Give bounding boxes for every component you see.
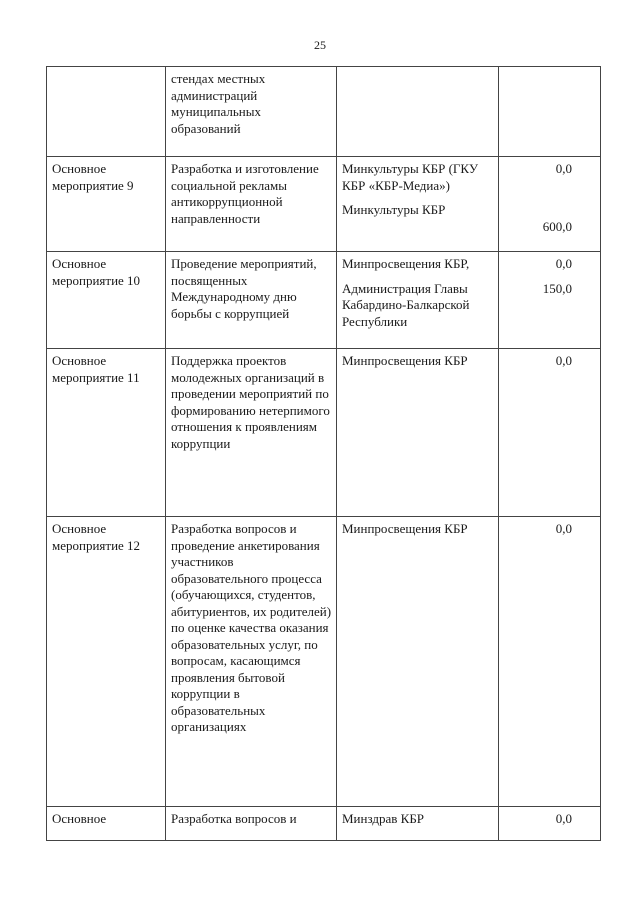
- table-row: [47, 252, 601, 349]
- event-cell: Основное мероприятие 11: [47, 349, 166, 517]
- page-number: 25: [314, 38, 326, 52]
- amount-value: 0,0: [555, 256, 572, 271]
- executor-cell: [337, 517, 499, 807]
- program-events-table: [46, 66, 601, 841]
- amount-cell: [499, 67, 601, 157]
- executor-cell: [337, 67, 499, 157]
- event-cell: [47, 67, 166, 157]
- table-row: [47, 807, 601, 841]
- amount-value: 150,0: [542, 280, 572, 296]
- description-cell: стендах местных администраций муниципальных образований: [166, 67, 337, 157]
- description-cell: Разработка и изготовление социальной рекламы антикоррупционной направленности: [166, 157, 337, 252]
- executor-name: Минкультуры КБР: [342, 202, 446, 217]
- event-cell: Основное мероприятие 12: [47, 517, 166, 807]
- event-cell: Основное мероприятие 10: [47, 252, 166, 349]
- amount-cell: [499, 349, 601, 517]
- amount-cell: [499, 807, 601, 841]
- event-cell: Основное: [47, 807, 166, 841]
- table-row: [47, 67, 601, 157]
- amount-value: 600,0: [542, 218, 572, 234]
- executor-name: Администрация Главы Кабардино-Балкарской Республики: [342, 280, 470, 329]
- executor-cell: [337, 807, 499, 841]
- executor-name: Минпросвещения КБР: [342, 353, 468, 368]
- amount-value: 0,0: [555, 521, 572, 536]
- amount-cell: [499, 517, 601, 807]
- executor-name: Минздрав КБР: [342, 811, 425, 826]
- executor-cell: [337, 157, 499, 252]
- table-row: [47, 157, 601, 252]
- description-cell: Проведение мероприятий, посвященных Международному дню борьбы с коррупцией: [166, 252, 337, 349]
- amount-value: 0,0: [555, 353, 572, 368]
- description-cell: Разработка вопросов и проведение анкетирования участников образовательного процесса (обучающихся, студентов, абитуриентов, их родителей) по оценке качества оказания образовательных услуг, по вопросам, касающимся проявления бытовой коррупции в образовательных организациях: [166, 517, 337, 807]
- amount-value: 0,0: [555, 811, 572, 826]
- executor-cell: [337, 349, 499, 517]
- executor-name: Минпросвещения КБР: [342, 521, 468, 536]
- amount-value: 0,0: [555, 161, 572, 176]
- executor-name: Минкультуры КБР (ГКУ КБР «КБР-Медиа»): [342, 161, 479, 193]
- executor-cell: [337, 252, 499, 349]
- amount-cell: [499, 157, 601, 252]
- description-cell: Разработка вопросов и: [166, 807, 337, 841]
- amount-cell: [499, 252, 601, 349]
- event-cell: Основное мероприятие 9: [47, 157, 166, 252]
- executor-name: Минпросвещения КБР,: [342, 256, 470, 271]
- description-cell: Поддержка проектов молодежных организаций в проведении мероприятий по формированию нетерпимого отношения к проявлениям коррупции: [166, 349, 337, 517]
- table-row: [47, 349, 601, 517]
- table-row: [47, 517, 601, 807]
